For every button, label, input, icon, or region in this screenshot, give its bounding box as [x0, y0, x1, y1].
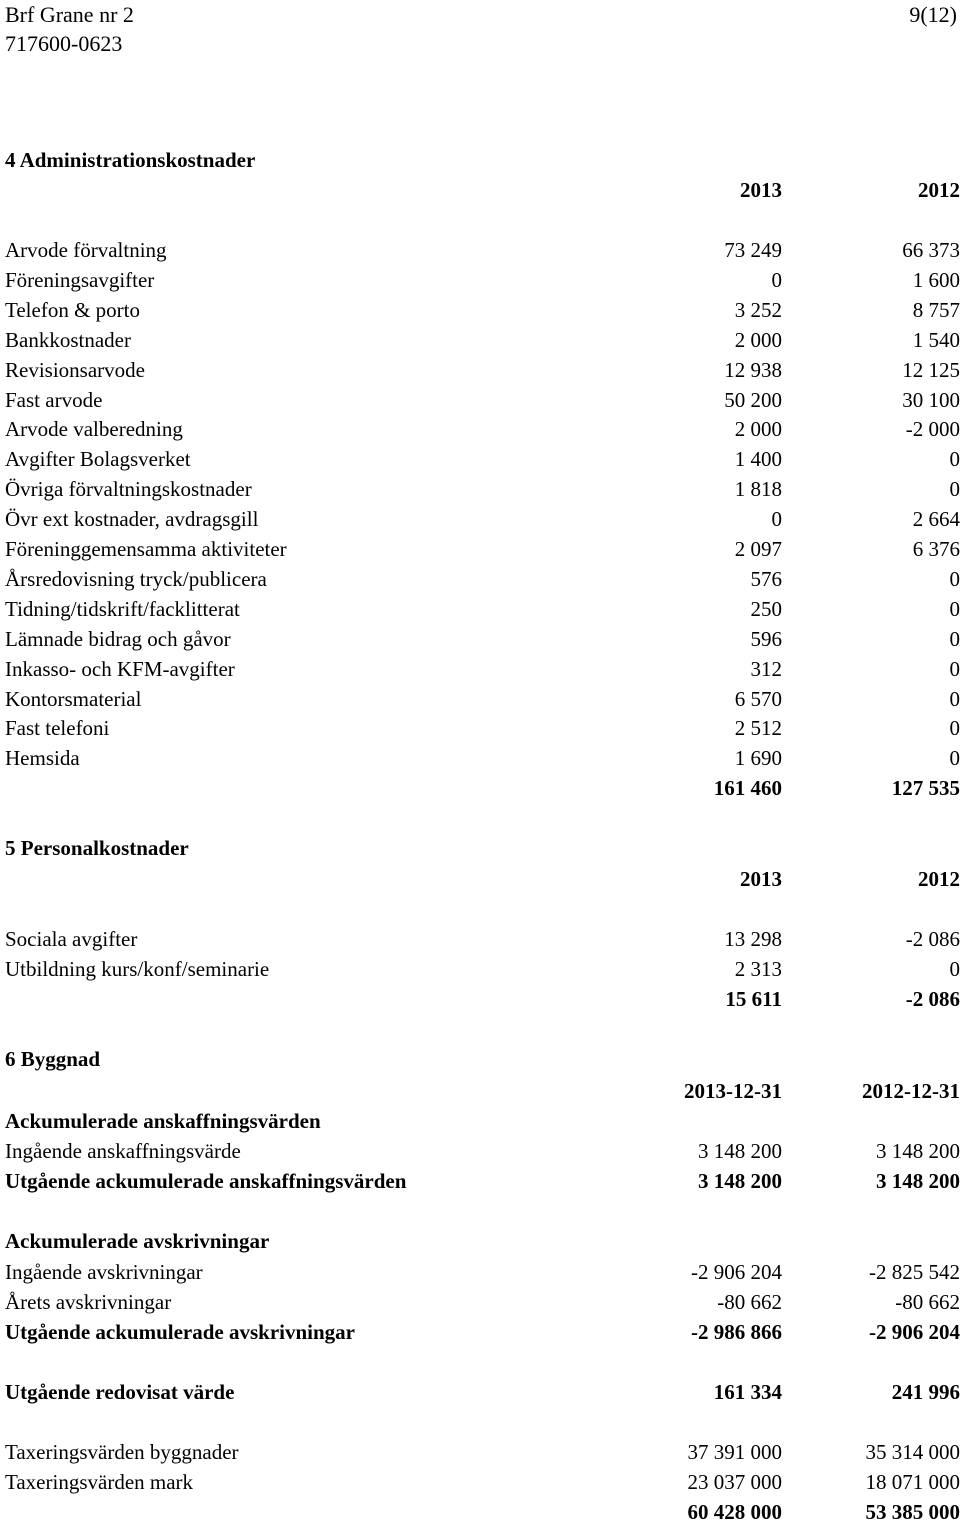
row-label: Arvode förvaltning — [5, 235, 167, 265]
row-value-2012: 3 148 200 — [876, 1136, 960, 1166]
tax-building-row — [5, 1437, 960, 1467]
note4-total-row — [5, 773, 960, 803]
table-row — [5, 474, 960, 504]
table-row — [5, 325, 960, 355]
row-value-2013: 2 000 — [735, 414, 782, 444]
row-value-2013: -2 906 204 — [691, 1257, 782, 1287]
row-label: Utbildning kurs/konf/seminarie — [5, 954, 269, 984]
row-value-2013: 23 037 000 — [688, 1467, 783, 1497]
row-label: Kontorsmaterial — [5, 684, 141, 714]
row-value-2012: -2 000 — [906, 414, 960, 444]
table-row — [5, 534, 960, 564]
note6-col-2013: 2013-12-31 — [684, 1076, 782, 1106]
row-label: Sociala avgifter — [5, 924, 137, 954]
table-row — [5, 713, 960, 743]
row-label: Lämnade bidrag och gåvor — [5, 624, 231, 654]
table-row — [5, 295, 960, 325]
row-value-2013: 6 570 — [735, 684, 782, 714]
row-label: Föreningsavgifter — [5, 265, 154, 295]
row-value-2012: -2 825 542 — [869, 1257, 960, 1287]
note4-total-2013: 161 460 — [714, 773, 782, 803]
row-value-2013: 0 — [772, 504, 783, 534]
page-number: 9(12) — [909, 2, 957, 28]
row-label: Revisionsarvode — [5, 355, 145, 385]
note5-column-header — [5, 864, 960, 894]
note5-col-2013: 2013 — [740, 864, 782, 894]
note4-column-header — [5, 175, 960, 205]
book-value-row — [5, 1377, 960, 1407]
row-value-2013: 3 148 200 — [698, 1136, 782, 1166]
row-value-2013: 2 000 — [735, 325, 782, 355]
note4-col-2012: 2012 — [918, 175, 960, 205]
row-value-2012: 35 314 000 — [866, 1437, 960, 1467]
table-row — [5, 385, 960, 415]
row-value-2013: 3 148 200 — [698, 1166, 782, 1196]
row-value-2012: 30 100 — [902, 385, 960, 415]
row-value-2012: 0 — [950, 474, 960, 504]
note5-col-2012: 2012 — [918, 864, 960, 894]
row-value-2012: 1 540 — [913, 325, 960, 355]
row-value-2013: 12 938 — [724, 355, 782, 385]
avskr-heading: Ackumulerade avskrivningar — [5, 1226, 269, 1256]
row-value-2013: 250 — [751, 594, 783, 624]
note6-title: 6 Byggnad — [5, 1044, 100, 1074]
row-value-2012: 0 — [950, 713, 960, 743]
table-row — [5, 414, 960, 444]
note6-column-header — [5, 1076, 960, 1106]
row-label: Fast telefoni — [5, 713, 109, 743]
row-label: Taxeringsvärden byggnader — [5, 1437, 239, 1467]
table-row — [5, 684, 960, 714]
note6-col-2012: 2012-12-31 — [862, 1076, 960, 1106]
note5-total-2012: -2 086 — [906, 984, 960, 1014]
row-label: Bankkostnader — [5, 325, 131, 355]
row-label: Ingående avskrivningar — [5, 1257, 203, 1287]
row-value-2012: -80 662 — [895, 1287, 960, 1317]
table-row — [5, 355, 960, 385]
anskaff-in-row — [5, 1136, 960, 1166]
table-row — [5, 624, 960, 654]
row-value-2012: 0 — [950, 594, 960, 624]
row-value-2012: 2 664 — [913, 504, 960, 534]
row-value-2013: 13 298 — [724, 924, 782, 954]
row-value-2012: 8 757 — [913, 295, 960, 325]
table-row — [5, 954, 960, 984]
row-value-2013: 73 249 — [724, 235, 782, 265]
row-value-2012: 0 — [950, 743, 960, 773]
row-value-2013: 1 690 — [735, 743, 782, 773]
row-value-2013: 2 512 — [735, 713, 782, 743]
row-value-2012: 6 376 — [913, 534, 960, 564]
row-value-2012: 0 — [950, 654, 960, 684]
row-label: Ingående anskaffningsvärde — [5, 1136, 241, 1166]
table-row — [5, 265, 960, 295]
row-value-2012: -2 086 — [906, 924, 960, 954]
row-value-2013: 596 — [751, 624, 783, 654]
row-value-2012: 0 — [950, 954, 960, 984]
row-label: Utgående ackumulerade avskrivningar — [5, 1317, 355, 1347]
note4-total-2012: 127 535 — [892, 773, 960, 803]
row-value-2013: 37 391 000 — [688, 1437, 783, 1467]
note5-total-row — [5, 984, 960, 1014]
table-row — [5, 444, 960, 474]
row-label: Fast arvode — [5, 385, 102, 415]
row-label: Övriga förvaltningskostnader — [5, 474, 252, 504]
row-value-2012: 0 — [950, 624, 960, 654]
row-value-2013: -80 662 — [717, 1287, 782, 1317]
tax-total-2012: 53 385 000 — [866, 1497, 960, 1527]
note4-title: 4 Administrationskostnader — [5, 145, 255, 175]
table-row — [5, 235, 960, 265]
row-label: Inkasso- och KFM-avgifter — [5, 654, 235, 684]
row-value-2013: 50 200 — [724, 385, 782, 415]
row-label: Övr ext kostnader, avdragsgill — [5, 504, 258, 534]
avskr-in-row — [5, 1257, 960, 1287]
tax-land-row — [5, 1467, 960, 1497]
row-value-2013: 2 097 — [735, 534, 782, 564]
row-value-2013: 576 — [751, 564, 783, 594]
row-value-2013: 161 334 — [714, 1377, 782, 1407]
row-value-2012: 12 125 — [902, 355, 960, 385]
row-label: Utgående redovisat värde — [5, 1377, 234, 1407]
note5-title: 5 Personalkostnader — [5, 833, 189, 863]
row-label: Årsredovisning tryck/publicera — [5, 564, 267, 594]
row-value-2013: 1 400 — [735, 444, 782, 474]
row-value-2013: -2 986 866 — [691, 1317, 782, 1347]
table-row — [5, 504, 960, 534]
anskaff-out-row — [5, 1166, 960, 1196]
table-row — [5, 743, 960, 773]
row-value-2012: 66 373 — [902, 235, 960, 265]
note4-col-2013: 2013 — [740, 175, 782, 205]
row-label: Hemsida — [5, 743, 80, 773]
row-label: Telefon & porto — [5, 295, 140, 325]
row-value-2013: 0 — [772, 265, 783, 295]
row-value-2012: -2 906 204 — [869, 1317, 960, 1347]
row-value-2013: 312 — [751, 654, 783, 684]
row-value-2012: 18 071 000 — [866, 1467, 960, 1497]
row-value-2012: 1 600 — [913, 265, 960, 295]
row-label: Avgifter Bolagsverket — [5, 444, 191, 474]
row-label: Arvode valberedning — [5, 414, 183, 444]
row-label: Utgående ackumulerade anskaffningsvärden — [5, 1166, 406, 1196]
row-value-2012: 0 — [950, 444, 960, 474]
anskaff-heading: Ackumulerade anskaffningsvärden — [5, 1106, 321, 1136]
row-value-2012: 3 148 200 — [876, 1166, 960, 1196]
row-value-2013: 3 252 — [735, 295, 782, 325]
row-value-2013: 1 818 — [735, 474, 782, 504]
row-label: Taxeringsvärden mark — [5, 1467, 193, 1497]
table-row — [5, 924, 960, 954]
table-row — [5, 654, 960, 684]
note5-total-2013: 15 611 — [725, 984, 782, 1014]
row-value-2013: 2 313 — [735, 954, 782, 984]
row-value-2012: 241 996 — [892, 1377, 960, 1407]
row-label: Föreninggemensamma aktiviteter — [5, 534, 287, 564]
avskr-year-row — [5, 1287, 960, 1317]
row-value-2012: 0 — [950, 564, 960, 594]
table-row — [5, 564, 960, 594]
row-label: Årets avskrivningar — [5, 1287, 171, 1317]
row-label: Tidning/tidskrift/facklitterat — [5, 594, 240, 624]
tax-total-2013: 60 428 000 — [688, 1497, 783, 1527]
company-name: Brf Grane nr 2 — [5, 2, 134, 28]
avskr-out-row — [5, 1317, 960, 1347]
org-number: 717600-0623 — [5, 31, 122, 57]
table-row — [5, 594, 960, 624]
row-value-2012: 0 — [950, 684, 960, 714]
